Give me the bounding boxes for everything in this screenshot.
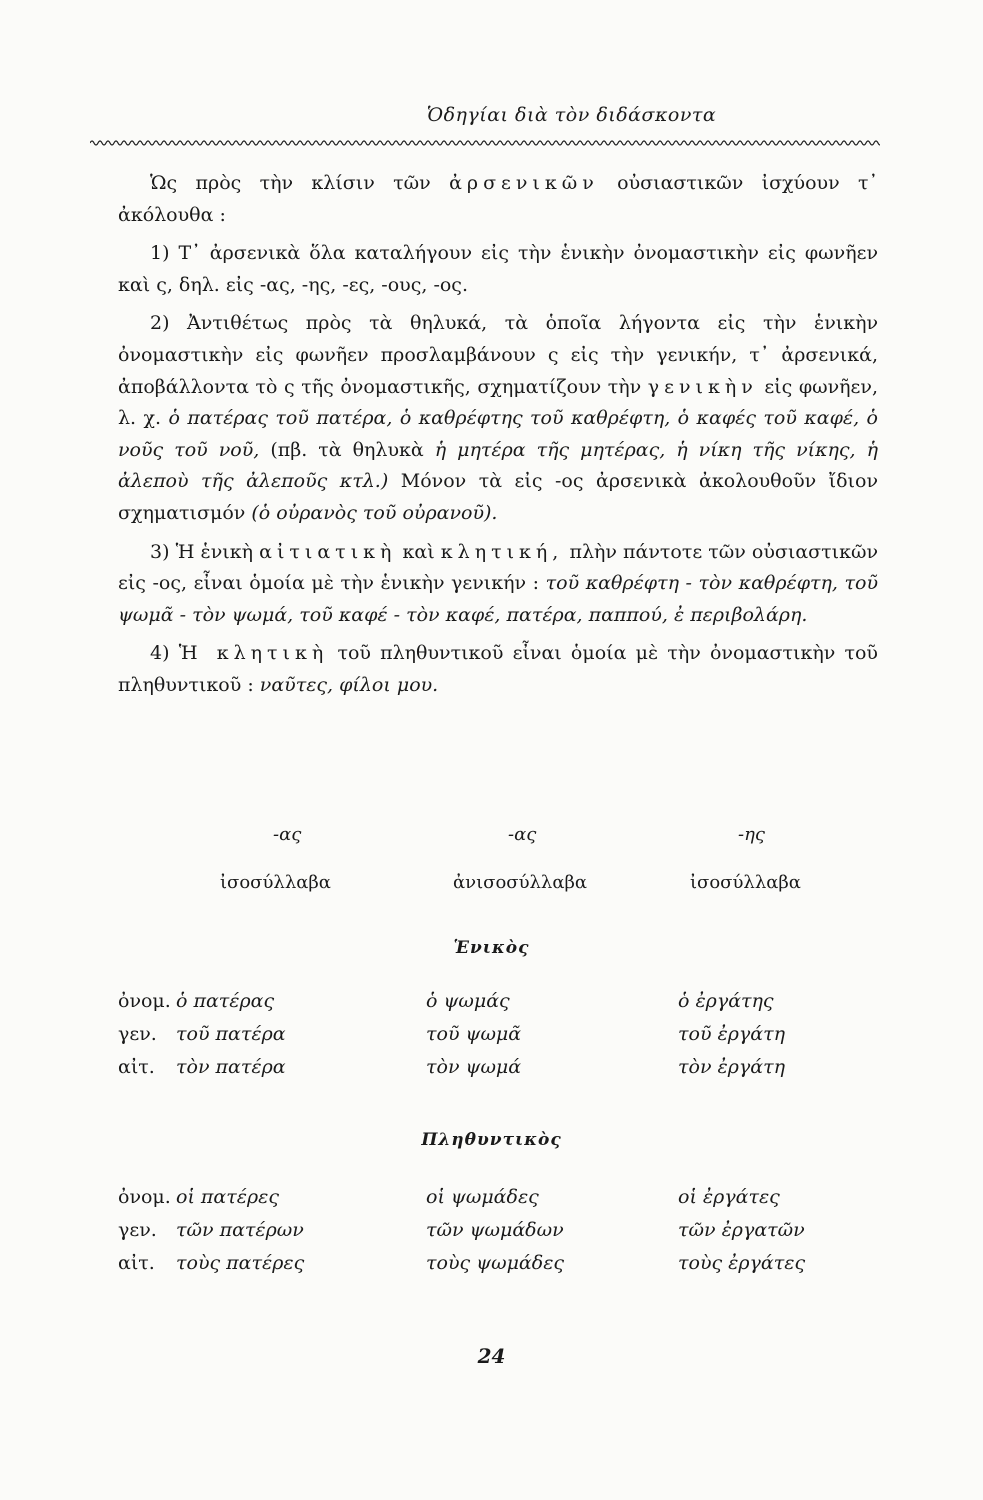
table-row: [118, 1219, 878, 1252]
form-col-2: τῶν ψωμάδων: [426, 1219, 564, 1241]
rule-4: [118, 638, 878, 701]
case-label: ὀνομ.: [118, 990, 171, 1012]
running-header: [0, 104, 983, 126]
form-col-2: ὁ ψωμάς: [426, 990, 510, 1012]
form-col-2: οἱ ψωμάδες: [426, 1186, 539, 1208]
rule-1: [118, 238, 878, 301]
rule-2-text-b: εἰς φωνῆεν, λ. χ.: [118, 375, 878, 430]
case-label: γεν.: [118, 1023, 157, 1045]
rule-4-example: ναῦτες, φίλοι μου.: [259, 673, 439, 696]
form-col-3: τῶν ἐργατῶν: [678, 1219, 805, 1241]
ending-col-3: -ης: [738, 824, 765, 845]
form-col-2: τὸν ψωμά: [426, 1056, 522, 1078]
ending-col-1: -ας: [273, 824, 302, 845]
intro-paragraph: [118, 168, 878, 231]
rule-3-text-a: 3) Ἡ ἑνικὴ: [150, 540, 253, 563]
rule-3-emphasis-1: αἰτιατικὴ: [259, 540, 397, 563]
form-col-1: τοῦ πατέρα: [176, 1023, 286, 1045]
form-col-3: ὁ ἐργάτης: [678, 990, 774, 1012]
rule-1-text: 1) Τ᾿ ἀρσενικὰ ὅλα καταλήγουν εἰς τὴν ἑνικὴν ὀνομαστικὴν εἰς φωνῆεν καὶ ς, δηλ. εἰς -ας, -ης, -ες, -ους, -ος.: [118, 242, 878, 296]
table-row: [118, 1056, 878, 1089]
table-row: [118, 1023, 878, 1056]
rule-2-example-1: ὁ πατέρας τοῦ πατέρα, ὁ καθρέφτης τοῦ καθρέφτη, ὁ καφές τοῦ καφέ, ὁ νοῦς τοῦ νοῦ,: [118, 407, 878, 461]
singular-title: Ἑνικὸς: [453, 938, 530, 958]
table-row: [118, 1252, 878, 1285]
form-col-2: τοὺς ψωμάδες: [426, 1252, 565, 1274]
case-label: αἰτ.: [118, 1056, 155, 1078]
rule-3-text-c: πλὴν πάντοτε τῶν οὐσιαστικῶν εἰς -ος, εἶναι ὁμοία μὲ τὴν ἑνικὴν γενικήν :: [118, 540, 879, 595]
intro-emphasis: ἀρσενικῶν: [449, 172, 599, 194]
main-text: [118, 168, 878, 709]
rule-4-emphasis: Ἡ κλητικὴ: [178, 642, 329, 665]
plural-title: Πληθυντικὸς: [421, 1130, 562, 1150]
case-label: ὀνομ.: [118, 1186, 171, 1208]
running-title: Ὁδηγίαι διὰ τὸν διδάσκοντα: [426, 104, 717, 126]
rule-2-text-c: (πβ. τὰ θηλυκὰ: [270, 438, 424, 461]
rule-2-text-a: 2) Ἀντιθέτως πρὸς τὰ θηλυκά, τὰ ὁποῖα λήγοντα εἰς τὴν ἑνικὴν ὀνομαστικὴν εἰς φωνῆεν προσλαμβάνουν ς εἰς τὴν γενικήν, τ᾿ ἀρσενικά, ἀποβάλλοντα τὸ ς τῆς ὀνομαστικῆς, σχηματίζουν τὴν: [118, 312, 878, 398]
rule-4-number: 4): [150, 642, 170, 665]
type-col-1: ἰσοσύλλαβα: [220, 872, 331, 893]
form-col-1: τῶν πατέρων: [176, 1219, 304, 1241]
form-col-3: τὸν ἐργάτη: [678, 1056, 785, 1078]
form-col-1: τὸν πατέρα: [176, 1056, 286, 1078]
rule-2-example-3: (ὁ οὐρανὸς τοῦ οὐρανοῦ).: [251, 501, 498, 524]
rule-2-text-d: Μόνον τὰ εἰς -ος ἀρσενικὰ ἀκολουθοῦν ἴδιον σχηματισμόν: [118, 470, 878, 524]
rule-3-text-b: καὶ: [402, 540, 435, 563]
form-col-1: ὁ πατέρας: [176, 990, 275, 1012]
ending-col-2: -ας: [508, 824, 537, 845]
table-row: [118, 990, 878, 1023]
rule-3-example: τοῦ καθρέφτη - τὸν καθρέφτη, τοῦ ψωμᾶ - τὸν ψωμά, τοῦ καφέ - τὸν καφέ, πατέρα, παππού, ἐ περιβολάρη.: [118, 572, 879, 626]
wavy-rule: [90, 138, 880, 148]
singular-table: [118, 990, 878, 1089]
plural-table: [118, 1186, 878, 1285]
form-col-2: τοῦ ψωμᾶ: [426, 1023, 522, 1045]
case-label: γεν.: [118, 1219, 157, 1241]
rule-3: [118, 537, 878, 632]
form-col-3: οἱ ἐργάτες: [678, 1186, 780, 1208]
rule-2-example-2: ἡ μητέρα τῆς μητέρας, ἡ νίκη τῆς νίκης, ἡ ἀλεποὺ τῆς ἀλεποῦς κτλ.): [118, 438, 878, 493]
type-col-2: ἀνισοσύλλαβα: [453, 872, 588, 893]
intro-lead: Ὡς πρὸς τὴν κλίσιν τῶν: [150, 172, 431, 194]
rule-3-emphasis-2: κλητική,: [440, 540, 564, 563]
rule-4-text: τοῦ πληθυντικοῦ εἶναι ὁμοία μὲ τὴν ὀνομαστικὴν τοῦ πληθυντικοῦ :: [118, 642, 878, 696]
case-label: αἰτ.: [118, 1252, 155, 1274]
form-col-1: οἱ πατέρες: [176, 1186, 279, 1208]
rule-2: [118, 308, 878, 529]
form-col-3: τοῦ ἐργάτη: [678, 1023, 785, 1045]
table-row: [118, 1186, 878, 1219]
type-col-3: ἰσοσύλλαβα: [690, 872, 801, 893]
page-number: 24: [477, 1344, 506, 1368]
form-col-1: τοὺς πατέρες: [176, 1252, 305, 1274]
form-col-3: τοὺς ἐργάτες: [678, 1252, 806, 1274]
rule-2-emphasis: γενικὴν: [647, 375, 758, 398]
intro-tail: οὐσιαστικῶν ἰσχύουν τ᾿ ἀκόλουθα :: [118, 172, 879, 226]
